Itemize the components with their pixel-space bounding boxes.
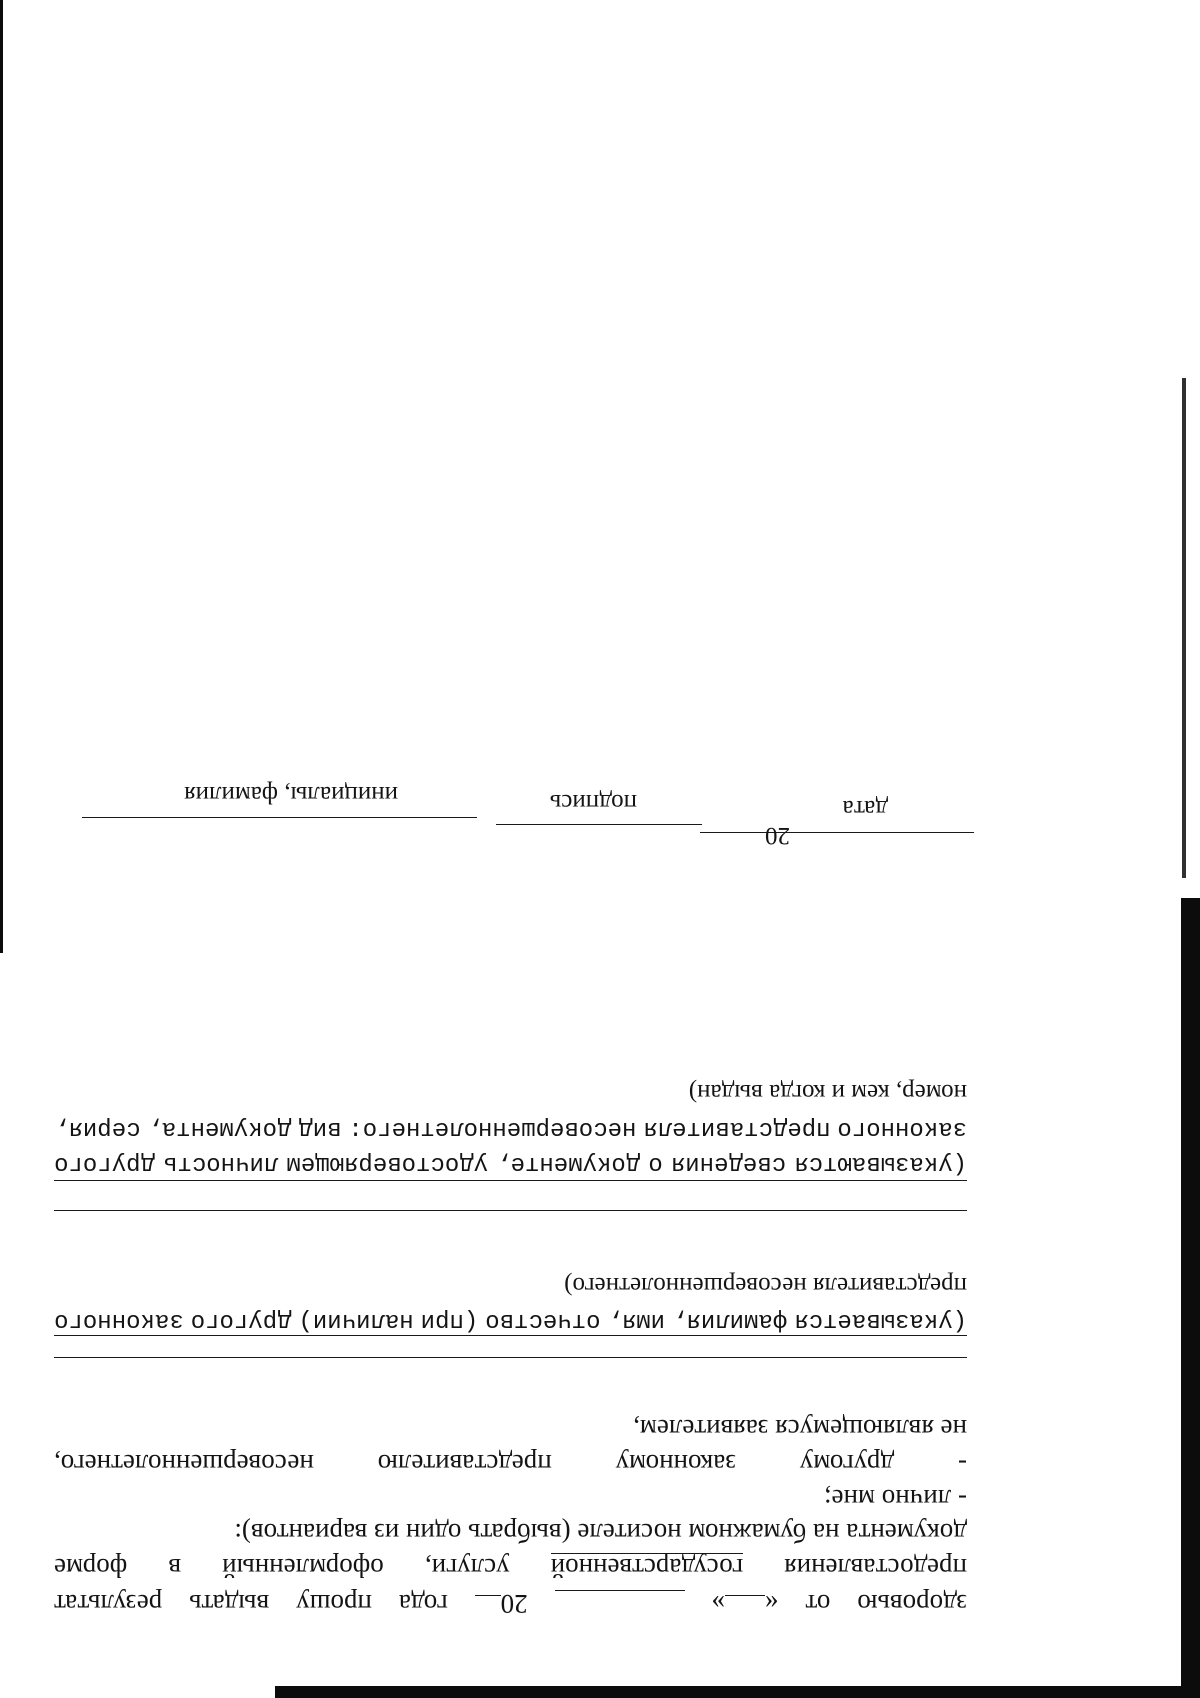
option-representative: - другому законному представителю несовершеннолетнего,: [54, 1449, 967, 1479]
signature-label: подпись: [549, 789, 637, 816]
scan-border-left-lower: [1182, 378, 1186, 878]
name-label: инициалы, фамилия: [184, 781, 398, 808]
option-representative-cont: не являющемуся заявителем,: [633, 1414, 967, 1444]
scan-border-left: [1181, 898, 1200, 1698]
scan-border-right: [0, 0, 3, 953]
request-line-2: предоставления государственной услуги, оформленный в форме: [54, 1553, 967, 1583]
representative-document-line-2[interactable]: [54, 1180, 967, 1181]
hint-document-line-3: номер, кем и когда выдан): [688, 1079, 967, 1106]
request-line-1: здоровью от «» 20 года прошу выдать результат: [54, 1589, 967, 1619]
hint-document-line-2: законного представителя несовершеннолетнего: вид документа, серия,: [54, 1115, 967, 1142]
hint-name-line-1: (указывается фамилия, имя, отчество (при наличии) другого законного: [54, 1307, 967, 1334]
signature-line[interactable]: [496, 824, 702, 825]
name-line[interactable]: [82, 817, 477, 818]
scan-border-top: [275, 1686, 1200, 1698]
representative-name-line-1[interactable]: [54, 1357, 967, 1358]
option-personal: - лично мне;: [824, 1484, 967, 1514]
year-blank[interactable]: [700, 832, 740, 833]
year-prefix: 20: [765, 822, 790, 849]
hint-name-line-2: представителя несовершеннолетнего): [564, 1272, 967, 1299]
month-blank: [555, 1590, 685, 1611]
date-label: дата: [842, 795, 888, 822]
representative-name-line-2[interactable]: [54, 1335, 967, 1336]
request-line-3: документа на бумажном носителе (выбрать один из вариантов):: [234, 1518, 967, 1548]
representative-document-line-1[interactable]: [54, 1210, 967, 1211]
hint-document-line-1: (указываются сведения о документе, удостоверяющем личность другого: [54, 1150, 967, 1177]
